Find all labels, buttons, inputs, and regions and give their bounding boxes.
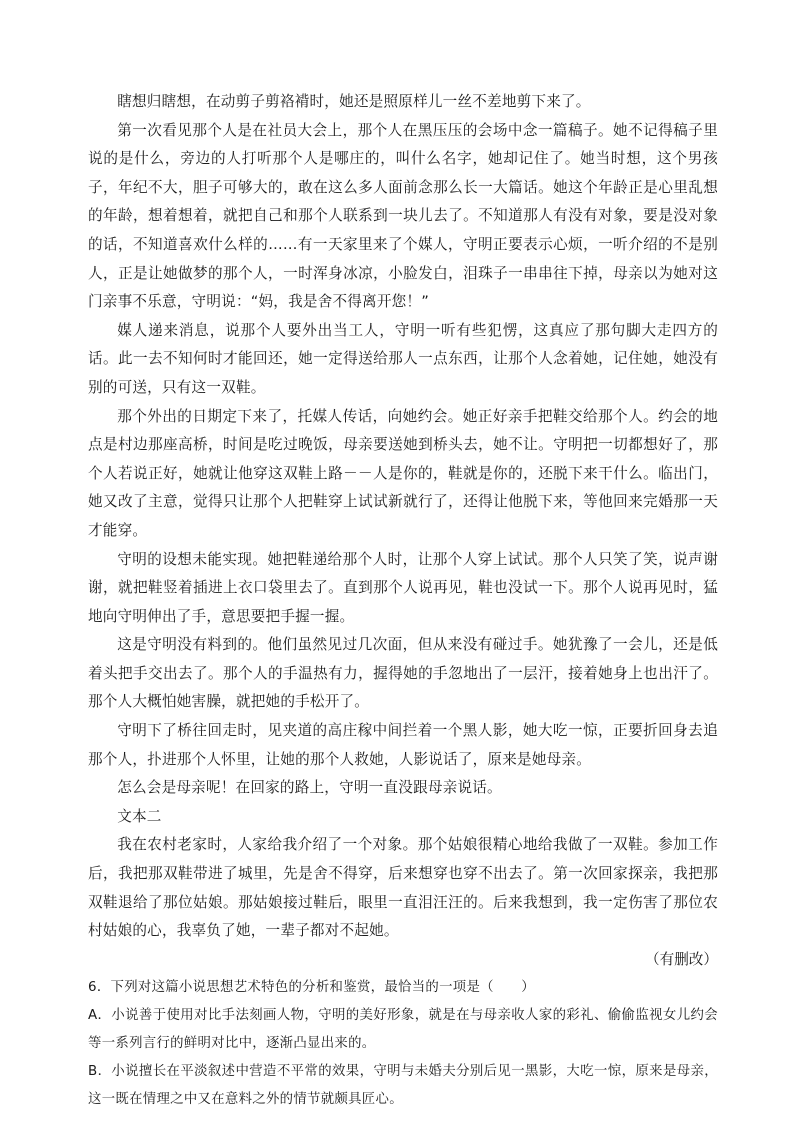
paragraph: 怎么会是母亲呢！在回家的路上，守明一直没跟母亲说话。 xyxy=(117,779,502,797)
document-page xyxy=(88,88,718,1114)
paragraph: 第一次看见那个人是在社员大会上，那个人在黑压压的会场中念一篇稿子。她不记得稿子里说的是什么，旁边的人打听那个人是哪庄的，叫什么名字，她却记住了。她当时想，这个男孩子，年纪不大，胆子可够大的，敢在这么多人面前念那么长一大篇话。她这个年龄正是心里乱想的年龄，想着想着，就把自己和那个人联系到一块儿去了。不知道那人有没有对象，要是没对象的话，不知道喜欢什么样的……有一天家里来了个媒人，守明正要表示心烦，一听介绍的不是别人，正是让她做梦的那个人，一时浑身冰凉，小脸发白，泪珠子一串串往下掉，母亲以为她对这门亲事不乐意，守明说：“妈，我是舍不得离开您！” xyxy=(88,121,718,311)
option-a: A．小说善于使用对比手法刻画人物，守明的美好形象，就是在与母亲收人家的彩礼、偷偷监视女儿约会等一系列言行的鲜明对比中，逐渐凸显出来的。 xyxy=(88,1008,718,1052)
section-heading: 文本二 xyxy=(117,807,162,825)
paragraph: 瞎想归瞎想，在动剪子剪袼褙时，她还是照原样儿一丝不差地剪下来了。 xyxy=(117,93,591,110)
option-b: B．小说擅长在平淡叙述中营造不平常的效果，守明与未婚夫分别后见一黑影，大吃一惊，原来是母亲，这一既在情理之中又在意料之外的情节就颇具匠心。 xyxy=(88,1064,718,1108)
paragraph: 这是守明没有料到的。他们虽然见过几次面，但从来没有碰过手。她犹豫了一会儿，还是低着头把手交出去了。那个人的手温热有力，握得她的手忽地出了一层汗，接着她身上也出汗了。那个人大概怕她害臊，就把她的手松开了。 xyxy=(88,636,718,711)
paragraph: 那个外出的日期定下来了，托媒人传话，向她约会。她正好亲手把鞋交给那个人。约会的地点是村边那座高桥，时间是吃过晚饭，母亲要送她到桥头去，她不让。守明把一切都想好了，那个人若说正好，她就让他穿这双鞋上路－－人是你的，鞋就是你的，还脱下来干什么。临出门，她又改了主意，觉得只让那个人把鞋穿上试试新就行了，还得让他脱下来，等他回来完婚那一天才能穿。 xyxy=(88,407,718,539)
paragraph: 守明下了桥往回走时，见夹道的高庄稼中间拦着一个黑人影，她大吃一惊，正要折回身去追那个人，扑进那个人怀里，让她的那个人救她，人影说话了，原来是她母亲。 xyxy=(88,722,718,768)
paragraph: 守明的设想未能实现。她把鞋递给那个人时，让那个人穿上试试。那个人只笑了笑，说声谢谢，就把鞋竖着插进上衣口袋里去了。直到那个人说再见，鞋也没试一下。那个人说再见时，猛地向守明伸出了手，意思要把手握一握。 xyxy=(88,550,718,625)
source-note: （有删改） xyxy=(645,950,718,968)
paragraph: 媒人递来消息，说那个人要外出当工人，守明一听有些犯愣，这真应了那句脚大走四方的话。此一去不知何时才能回还，她一定得送给那人一点东西，让那个人念着她，记住她，她没有别的可送，只有这一双鞋。 xyxy=(88,321,718,396)
question-stem: 6．下列对这篇小说思想艺术特色的分析和鉴赏，最恰当的一项是（ ） xyxy=(88,980,535,996)
paragraph: 我在农村老家时，人家给我介绍了一个对象。那个姑娘很精心地给我做了一双鞋。参加工作后，我把那双鞋带进了城里，先是舍不得穿，后来想穿也穿不出去了。第一次回家探亲，我把那双鞋退给了那位姑娘。那姑娘接过鞋后，眼里一直泪汪汪的。后来我想到，我一定伤害了那位农村姑娘的心，我辜负了她，一辈子都对不起她。 xyxy=(88,836,718,940)
